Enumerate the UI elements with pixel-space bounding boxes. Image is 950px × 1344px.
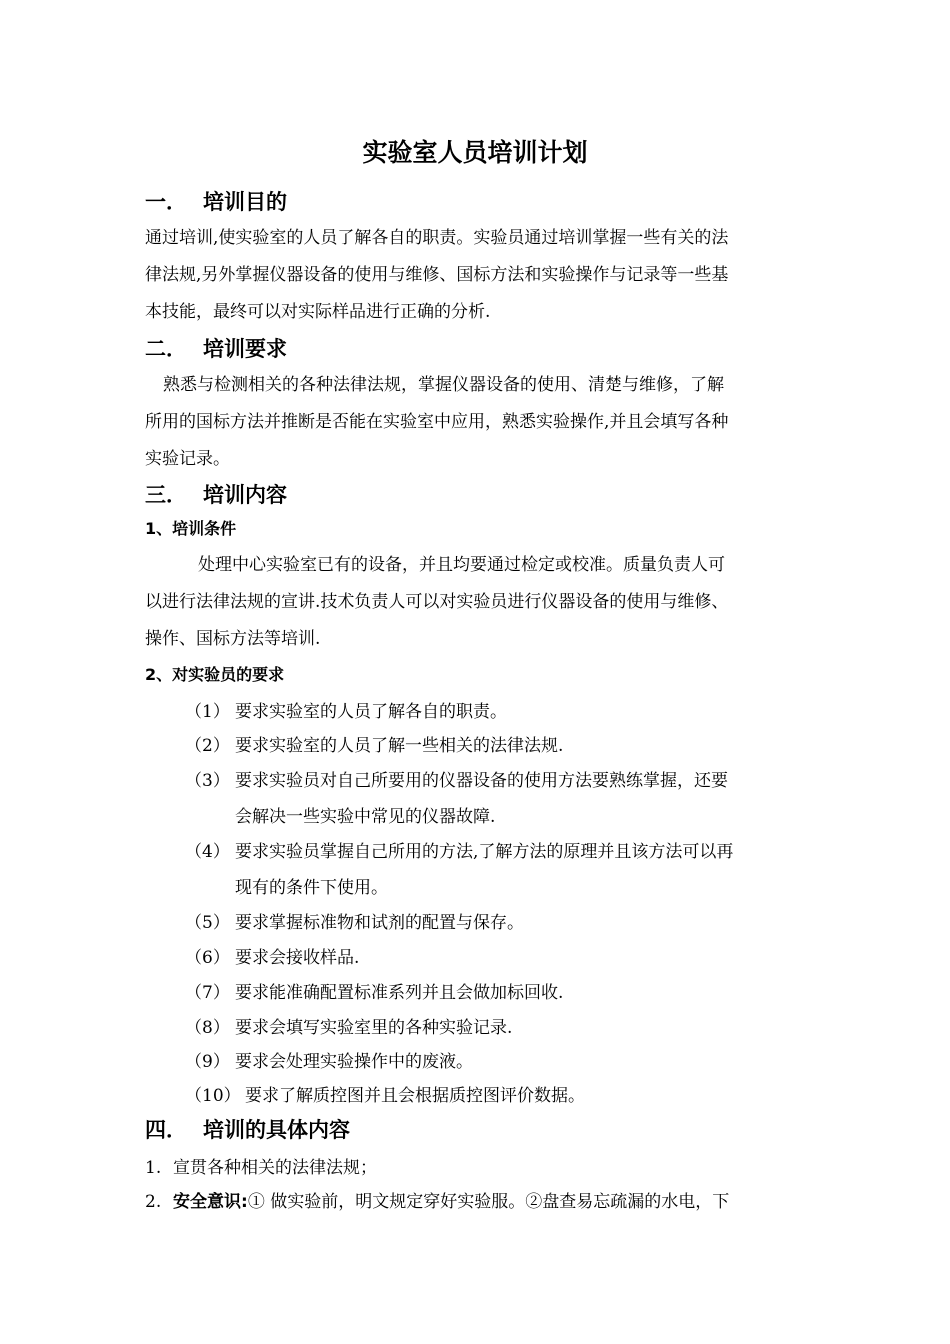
item-text: 要求实验员对自己所要用的仪器设备的使用方法要熟练掌握，还要 bbox=[235, 771, 728, 791]
section-2-number: 二． bbox=[145, 337, 187, 361]
item-number: （8） bbox=[185, 1018, 230, 1038]
requirement-item bbox=[185, 978, 563, 1003]
subsection-1-line: 以进行法律法规的宣讲.技术负责人可以对实验员进行仪器设备的使用与维修、 bbox=[145, 592, 729, 612]
requirement-item bbox=[185, 943, 359, 968]
requirement-item bbox=[185, 1081, 585, 1106]
section-2-line: 所用的国标方法并推断是否能在实验室中应用，熟悉实验操作,并且会填写各种 bbox=[145, 412, 729, 432]
section-2-title: 培训要求 bbox=[203, 337, 287, 361]
section-3-title: 培训内容 bbox=[203, 483, 287, 507]
section-1-line: 本技能，最终可以对实际样品进行正确的分析. bbox=[145, 302, 491, 322]
item-text: 要求能准确配置标准系列并且会做加标回收. bbox=[235, 983, 564, 1003]
subsection-1-heading: 1、培训条件 bbox=[145, 519, 237, 538]
item-text: ① 做实验前，明文规定穿好实验服。②盘查易忘疏漏的水电，下 bbox=[247, 1192, 730, 1212]
item-number: （9） bbox=[185, 1052, 230, 1072]
section-1-number: 一． bbox=[145, 190, 187, 214]
item-number: （6） bbox=[185, 948, 230, 968]
requirement-item bbox=[185, 837, 733, 862]
item-number: （2） bbox=[185, 736, 230, 756]
item-text: 要求实验员掌握自己所用的方法,了解方法的原理并且该方法可以再 bbox=[235, 842, 734, 862]
section-1-line: 通过培训,使实验室的人员了解各自的职责。实验员通过培训掌握一些有关的法 bbox=[145, 228, 729, 248]
section-1-heading bbox=[145, 186, 287, 216]
item-number: （4） bbox=[185, 842, 230, 862]
item-text: 要求会接收样品. bbox=[235, 948, 360, 968]
requirement-item bbox=[185, 908, 524, 933]
requirement-item bbox=[185, 1047, 473, 1072]
section-1-line: 律法规,另外掌握仪器设备的使用与维修、国标方法和实验操作与记录等一些基 bbox=[145, 265, 729, 285]
item-text: 要求掌握标准物和试剂的配置与保存。 bbox=[235, 913, 524, 933]
subsection-1-line: 处理中心实验室已有的设备，并且均要通过检定或校准。质量负责人可 bbox=[198, 555, 725, 575]
item-number: （7） bbox=[185, 983, 230, 1003]
item-number: 1. bbox=[145, 1158, 162, 1178]
section-2-line: 实验记录。 bbox=[145, 449, 230, 469]
item-text: 要求实验室的人员了解一些相关的法律法规. bbox=[235, 736, 564, 756]
page-title: 实验室人员培训计划 bbox=[362, 138, 588, 167]
section-3-number: 三． bbox=[145, 483, 187, 507]
item-number: （10） bbox=[185, 1086, 241, 1106]
item-text-continued: 现有的条件下使用。 bbox=[235, 878, 388, 898]
subsection-1-line: 操作、国标方法等培训. bbox=[145, 629, 321, 649]
section-4-number: 四． bbox=[145, 1118, 187, 1142]
section-4-title: 培训的具体内容 bbox=[203, 1118, 350, 1142]
section-2-line: 熟悉与检测相关的各种法律法规，掌握仪器设备的使用、清楚与维修，了解 bbox=[163, 375, 724, 395]
item-text: 要求实验室的人员了解各自的职责。 bbox=[235, 702, 507, 722]
content-item bbox=[145, 1187, 729, 1212]
requirement-item bbox=[185, 766, 728, 791]
item-text: 要求了解质控图并且会根据质控图评价数据。 bbox=[245, 1086, 585, 1106]
item-number: （1） bbox=[185, 702, 230, 722]
item-number: 2. bbox=[145, 1192, 162, 1212]
item-text: 宣贯各种相关的法律法规； bbox=[173, 1158, 377, 1178]
subsection-2-heading: 2、对实验员的要求 bbox=[145, 665, 285, 684]
requirement-item bbox=[185, 697, 507, 722]
requirement-item bbox=[185, 1013, 512, 1038]
section-3-heading bbox=[145, 479, 287, 509]
item-text: 要求会填写实验室里的各种实验记录. bbox=[235, 1018, 513, 1038]
item-number: （3） bbox=[185, 771, 230, 791]
item-number: （5） bbox=[185, 913, 230, 933]
item-text-continued: 会解决一些实验中常见的仪器故障. bbox=[235, 807, 496, 827]
section-1-title: 培训目的 bbox=[203, 190, 287, 214]
requirement-item bbox=[185, 731, 563, 756]
item-bold-label: 安全意识: bbox=[173, 1192, 248, 1212]
content-item bbox=[145, 1153, 377, 1178]
section-2-heading bbox=[145, 333, 287, 363]
section-4-heading bbox=[145, 1114, 350, 1144]
item-text: 要求会处理实验操作中的废液。 bbox=[235, 1052, 473, 1072]
